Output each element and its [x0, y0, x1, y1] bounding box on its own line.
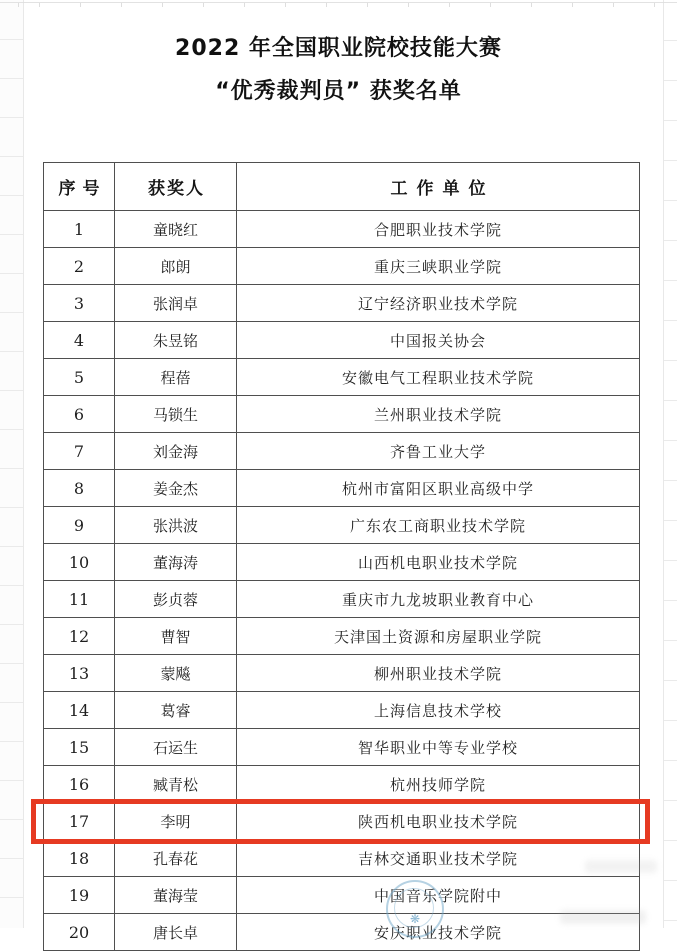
table-row [44, 840, 640, 877]
cell-serial-number: 18 [44, 840, 115, 877]
table-row-highlighted [44, 803, 640, 840]
cell-winner-name: 童晓红 [115, 211, 237, 248]
cell-work-unit: 吉林交通职业技术学院 [237, 840, 640, 877]
table-row [44, 322, 640, 359]
table-row [44, 396, 640, 433]
cell-serial-number: 11 [44, 581, 115, 618]
table-header-row [44, 163, 640, 211]
cell-serial-number: 5 [44, 359, 115, 396]
cell-winner-name: 蒙飚 [115, 655, 237, 692]
table-row [44, 914, 640, 951]
table-row [44, 877, 640, 914]
cell-winner-name: 葛睿 [115, 692, 237, 729]
table-row [44, 211, 640, 248]
cell-work-unit: 重庆市九龙坡职业教育中心 [237, 581, 640, 618]
cell-work-unit: 合肥职业技术学院 [237, 211, 640, 248]
cell-work-unit: 兰州职业技术学院 [237, 396, 640, 433]
seal-watermark-glyph: ❋ [409, 912, 421, 926]
award-winners-table [43, 162, 640, 951]
cell-winner-name: 马锁生 [115, 396, 237, 433]
cell-serial-number: 2 [44, 248, 115, 285]
header-work-unit: 工作单位 [237, 163, 640, 211]
cell-serial-number: 20 [44, 914, 115, 951]
cell-winner-name: 孔春花 [115, 840, 237, 877]
cell-winner-name: 臧青松 [115, 766, 237, 803]
cell-work-unit: 陕西机电职业技术学院 [237, 803, 640, 840]
header-serial-number: 序号 [44, 163, 115, 211]
cell-winner-name: 董海涛 [115, 544, 237, 581]
table-row [44, 766, 640, 803]
table-row [44, 655, 640, 692]
cell-winner-name: 郎朗 [115, 248, 237, 285]
cell-work-unit: 中国报关协会 [237, 322, 640, 359]
cell-work-unit: 齐鲁工业大学 [237, 433, 640, 470]
cell-winner-name: 石运生 [115, 729, 237, 766]
table-row [44, 248, 640, 285]
cell-winner-name: 曹智 [115, 618, 237, 655]
cell-winner-name: 张洪波 [115, 507, 237, 544]
table-row [44, 544, 640, 581]
cell-winner-name: 董海莹 [115, 877, 237, 914]
table-row [44, 285, 640, 322]
cell-winner-name: 唐长卓 [115, 914, 237, 951]
cell-winner-name: 朱昱铭 [115, 322, 237, 359]
cell-winner-name: 姜金杰 [115, 470, 237, 507]
cell-serial-number: 19 [44, 877, 115, 914]
cell-serial-number: 10 [44, 544, 115, 581]
table-row [44, 729, 640, 766]
spreadsheet-gridlines-left [0, 0, 24, 928]
cell-serial-number: 16 [44, 766, 115, 803]
spreadsheet-gridlines-top [0, 2, 677, 7]
document-title-line1: 2022 年全国职业院校技能大赛 [175, 36, 502, 61]
cell-work-unit: 山西机电职业技术学院 [237, 544, 640, 581]
cell-work-unit: 中国音乐学院附中 [237, 877, 640, 914]
cell-work-unit: 杭州市富阳区职业高级中学 [237, 470, 640, 507]
table-row [44, 359, 640, 396]
cell-work-unit: 杭州技师学院 [237, 766, 640, 803]
cell-work-unit: 重庆三峡职业学院 [237, 248, 640, 285]
table-row [44, 470, 640, 507]
cell-winner-name: 张润卓 [115, 285, 237, 322]
cell-work-unit: 上海信息技术学校 [237, 692, 640, 729]
cell-serial-number: 8 [44, 470, 115, 507]
cell-serial-number: 9 [44, 507, 115, 544]
cell-work-unit: 智华职业中等专业学校 [237, 729, 640, 766]
document-title-line2: “优秀裁判员” 获奖名单 [215, 79, 462, 104]
header-winner-name: 获奖人 [115, 163, 237, 211]
cell-serial-number: 3 [44, 285, 115, 322]
cell-work-unit: 柳州职业技术学院 [237, 655, 640, 692]
cell-serial-number: 1 [44, 211, 115, 248]
cell-work-unit: 辽宁经济职业技术学院 [237, 285, 640, 322]
cell-work-unit: 安徽电气工程职业技术学院 [237, 359, 640, 396]
cell-winner-name: 刘金海 [115, 433, 237, 470]
table-row [44, 433, 640, 470]
cell-work-unit: 广东农工商职业技术学院 [237, 507, 640, 544]
table-row [44, 507, 640, 544]
cell-work-unit: 安庆职业技术学院 [237, 914, 640, 951]
table-row [44, 692, 640, 729]
cell-serial-number: 4 [44, 322, 115, 359]
cell-serial-number: 15 [44, 729, 115, 766]
cell-winner-name: 彭贞蓉 [115, 581, 237, 618]
spreadsheet-gridlines-right [663, 0, 677, 928]
cell-serial-number: 14 [44, 692, 115, 729]
cell-serial-number: 12 [44, 618, 115, 655]
cell-serial-number: 6 [44, 396, 115, 433]
cell-serial-number: 17 [44, 803, 115, 840]
table-row [44, 618, 640, 655]
cell-winner-name: 程蓓 [115, 359, 237, 396]
table-row [44, 581, 640, 618]
cell-serial-number: 13 [44, 655, 115, 692]
cell-serial-number: 7 [44, 433, 115, 470]
cell-work-unit: 天津国土资源和房屋职业学院 [237, 618, 640, 655]
cell-winner-name: 李明 [115, 803, 237, 840]
